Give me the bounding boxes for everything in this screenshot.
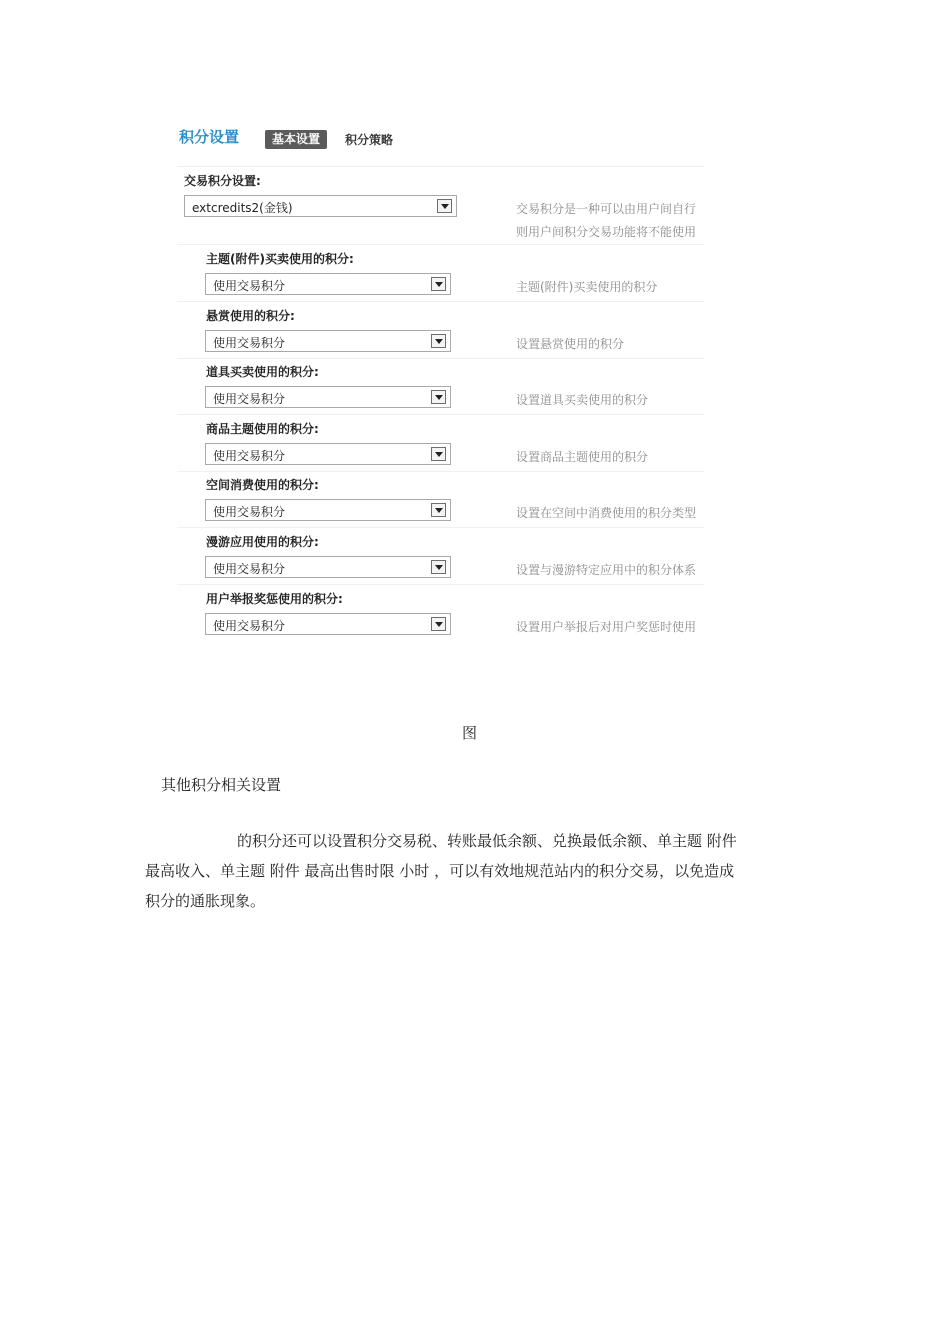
row-label: 道具买卖使用的积分: xyxy=(206,365,319,379)
chevron-down-icon[interactable] xyxy=(431,447,446,461)
trade-credit-select[interactable] xyxy=(184,195,457,217)
row-desc: 主题(附件)买卖使用的积分 xyxy=(516,280,658,294)
divider xyxy=(177,584,704,585)
panel-title: 积分设置 xyxy=(179,128,240,146)
select-value: 使用交易积分 xyxy=(213,392,286,406)
divider xyxy=(177,527,704,528)
credit-select[interactable] xyxy=(205,556,451,578)
chevron-down-icon[interactable] xyxy=(431,560,446,574)
row-desc: 设置用户举报后对用户奖惩时使用 xyxy=(516,620,697,634)
trade-credit-desc-2: 则用户间积分交易功能将不能使用 xyxy=(516,225,697,239)
row-label: 漫游应用使用的积分: xyxy=(206,535,319,549)
select-value: 使用交易积分 xyxy=(213,619,286,633)
tab-credit-strategy[interactable]: 积分策略 xyxy=(345,133,394,147)
row-desc: 设置商品主题使用的积分 xyxy=(516,450,649,464)
credit-select[interactable] xyxy=(205,273,451,295)
credit-select[interactable] xyxy=(205,443,451,465)
select-value: 使用交易积分 xyxy=(213,336,286,350)
chevron-down-icon[interactable] xyxy=(431,334,446,348)
paragraph-text-1: 的积分还可以设置积分交易税、转账最低余额、兑换最低余额、单主题 附件 xyxy=(237,832,737,850)
panel-header xyxy=(177,122,704,146)
tab-basic-settings[interactable]: 基本设置 xyxy=(265,130,327,149)
row-label: 悬赏使用的积分: xyxy=(206,309,295,323)
select-value: 使用交易积分 xyxy=(213,562,286,576)
trade-credit-desc-1: 交易积分是一种可以由用户间自行 xyxy=(516,202,697,216)
chevron-down-icon[interactable] xyxy=(431,503,446,517)
figure-caption: 图 xyxy=(462,724,478,742)
credit-select[interactable] xyxy=(205,330,451,352)
paragraph-line-3: 积分的通胀现象。 xyxy=(145,892,266,910)
credit-select[interactable] xyxy=(205,499,451,521)
chevron-down-icon[interactable] xyxy=(431,617,446,631)
paragraph-line-2: 最高收入、单主题 附件 最高出售时限 小时 ，可以有效地规范站内的积分交易，以免造成 xyxy=(145,862,735,880)
body-paragraph xyxy=(145,826,815,916)
row-desc: 设置悬赏使用的积分 xyxy=(516,337,625,351)
row-label: 空间消费使用的积分: xyxy=(206,478,319,492)
chevron-down-icon[interactable] xyxy=(431,390,446,404)
row-desc: 设置道具买卖使用的积分 xyxy=(516,393,649,407)
row-label: 主题(附件)买卖使用的积分: xyxy=(206,252,354,266)
chevron-down-icon[interactable] xyxy=(437,199,452,213)
select-value: 使用交易积分 xyxy=(213,279,286,293)
divider xyxy=(177,358,704,359)
row-label: 商品主题使用的积分: xyxy=(206,422,319,436)
trade-credit-label: 交易积分设置: xyxy=(184,174,261,188)
row-desc: 设置在空间中消费使用的积分类型 xyxy=(516,506,697,520)
divider xyxy=(177,414,704,415)
divider xyxy=(177,244,704,245)
select-value: 使用交易积分 xyxy=(213,505,286,519)
credit-select[interactable] xyxy=(205,613,451,635)
section-heading: 其他积分相关设置 xyxy=(161,776,282,794)
paragraph-line-1 xyxy=(145,826,815,856)
divider xyxy=(177,301,704,302)
chevron-down-icon[interactable] xyxy=(431,277,446,291)
credit-select[interactable] xyxy=(205,386,451,408)
credit-settings-screenshot xyxy=(177,118,704,648)
divider xyxy=(177,166,704,167)
trade-credit-value: extcredits2(金钱) xyxy=(192,201,293,215)
divider xyxy=(177,471,704,472)
row-desc: 设置与漫游特定应用中的积分体系 xyxy=(516,563,697,577)
select-value: 使用交易积分 xyxy=(213,449,286,463)
row-label: 用户举报奖惩使用的积分: xyxy=(206,592,343,606)
